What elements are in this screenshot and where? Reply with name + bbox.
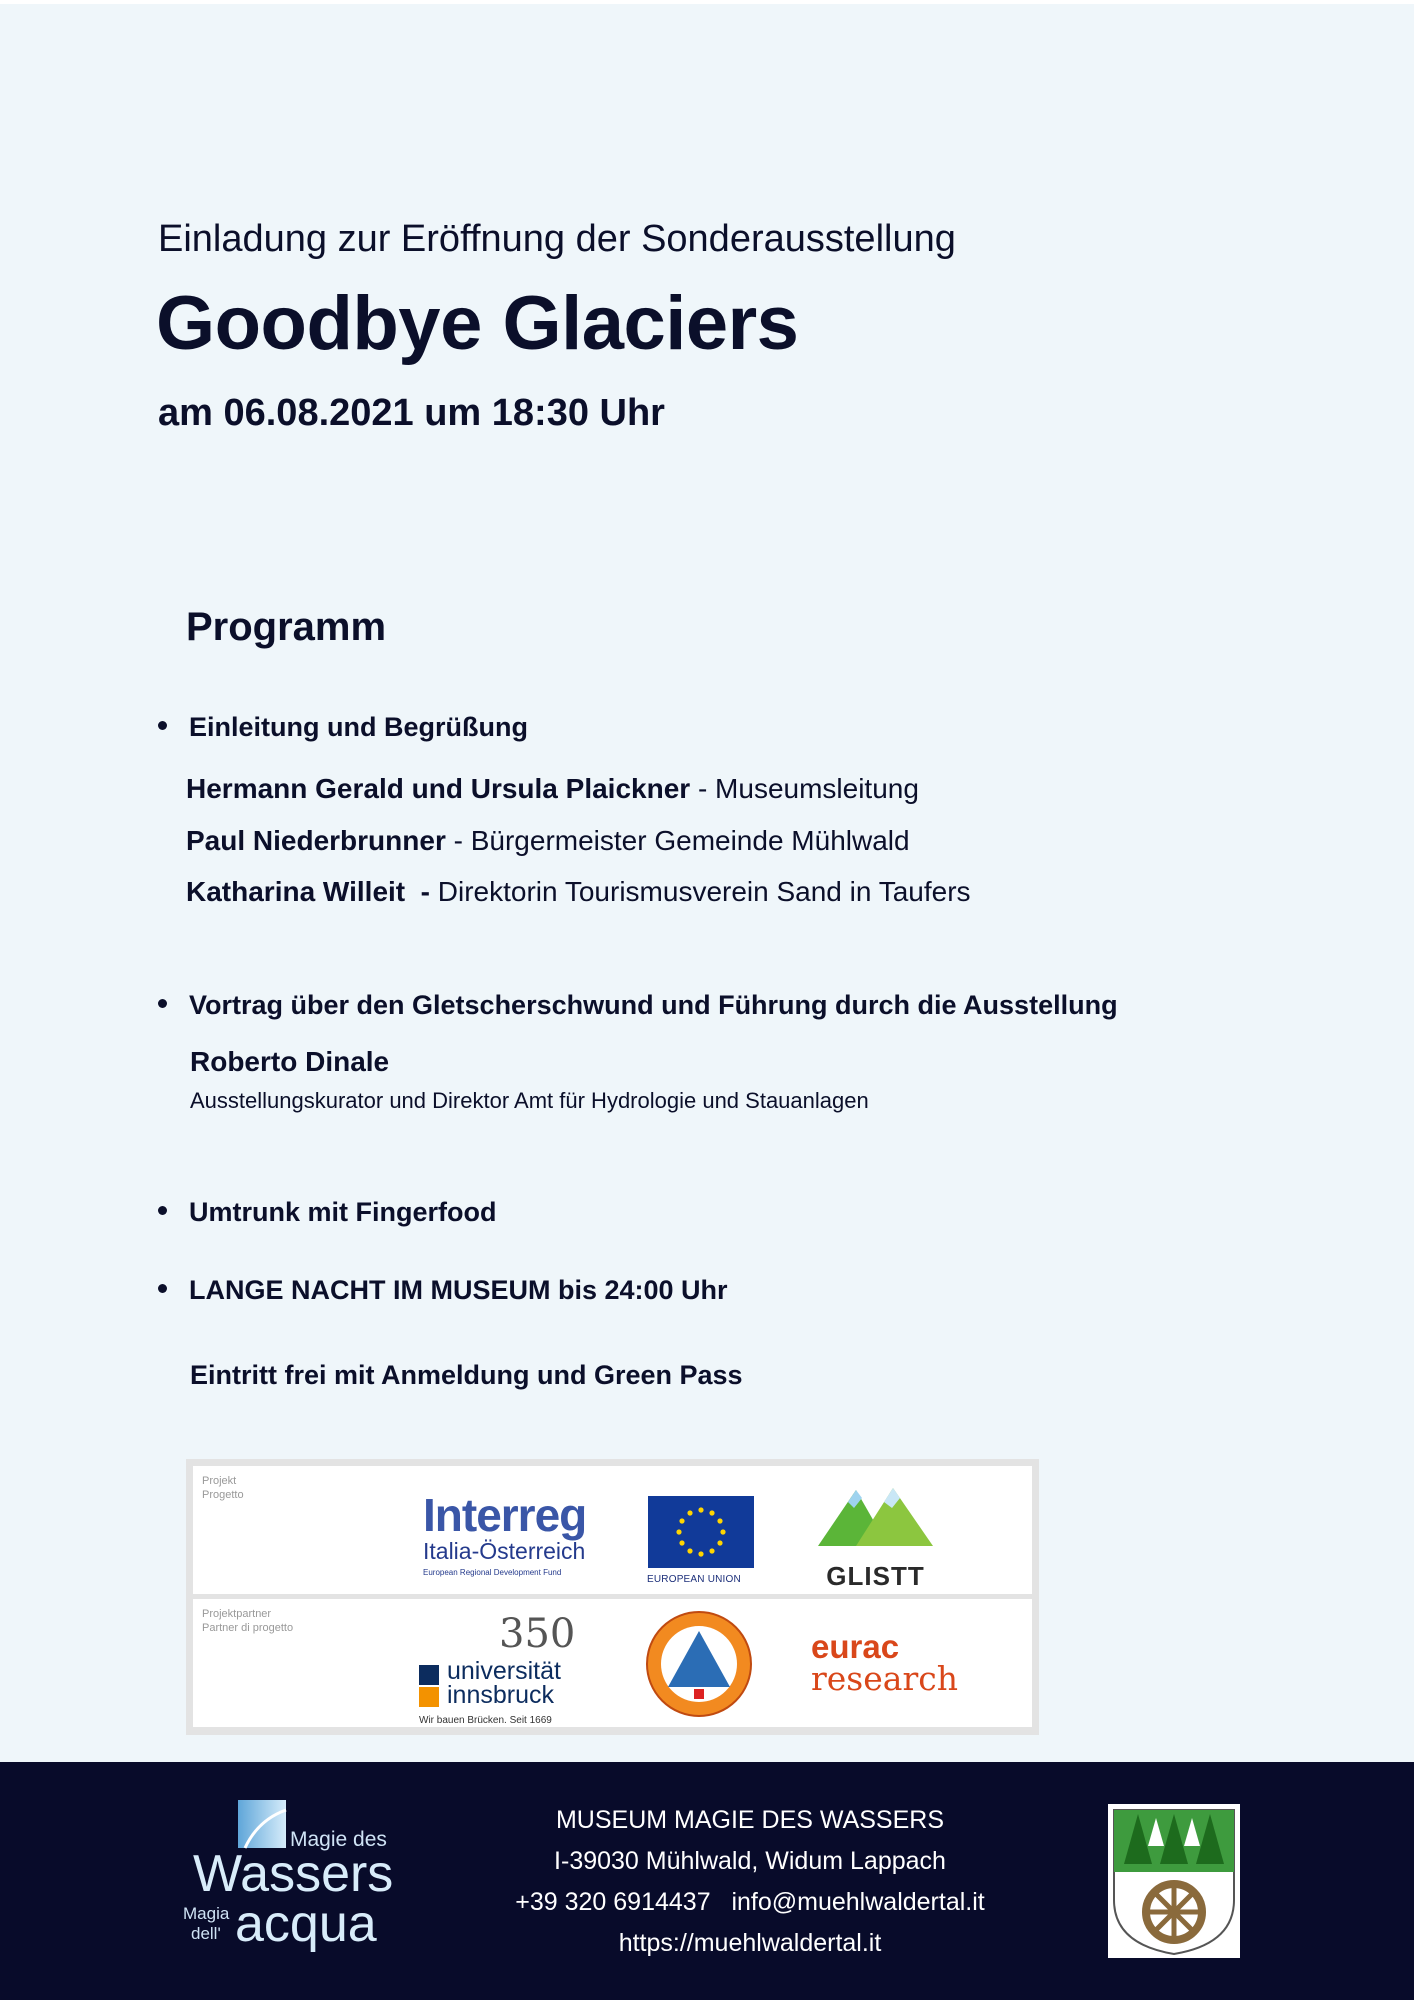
logo-line-magie: Magie des xyxy=(290,1828,387,1851)
program-item-night xyxy=(158,1275,728,1306)
bullet-icon xyxy=(158,1284,167,1293)
museum-phone-email xyxy=(440,1882,1060,1923)
uibk-square-orange xyxy=(419,1687,439,1707)
uibk-square-blue xyxy=(419,1665,439,1685)
invitation-intro: Einladung zur Eröffnung der Sonderausstellung xyxy=(158,218,956,260)
speaker-line xyxy=(186,825,910,857)
program-item-drinks xyxy=(158,1197,496,1228)
entry-note: Eintritt frei mit Anmeldung und Green Pass xyxy=(190,1360,743,1390)
bullet-icon xyxy=(158,721,167,730)
uibk-name xyxy=(447,1659,561,1707)
logo-line-magia: Magia xyxy=(183,1904,230,1923)
speaker-role: - Museumsleitung xyxy=(690,773,919,804)
speaker-role: - Bürgermeister Gemeinde Mühlwald xyxy=(445,825,910,856)
welcome-title: Einleitung und Begrüßung xyxy=(189,712,528,742)
program-item-talk xyxy=(158,990,1118,1021)
top-strip xyxy=(0,0,1414,4)
project-label-it: Progetto xyxy=(202,1489,244,1501)
bullet-icon xyxy=(158,999,167,1008)
program-item-welcome xyxy=(158,712,528,743)
museum-address: I-39030 Mühlwald, Widum Lappach xyxy=(554,1847,946,1875)
interreg-subtitle: Italia-Österreich xyxy=(423,1538,586,1564)
talk-title: Vortrag über den Gletscherschwund und Führung durch die Ausstellung xyxy=(189,990,1118,1020)
footer xyxy=(0,1762,1414,2000)
eu-flag-icon xyxy=(648,1496,754,1568)
speaker-name: Paul Niederbrunner xyxy=(186,825,446,856)
partner-logos-row xyxy=(193,1599,1032,1727)
speaker-line xyxy=(186,876,971,908)
speaker-line xyxy=(186,773,919,805)
museum-logo xyxy=(183,1800,393,1960)
exhibition-title: Goodbye Glaciers xyxy=(156,281,799,366)
talk-speaker-name: Roberto Dinale xyxy=(190,1046,390,1077)
museum-contact xyxy=(440,1800,1060,1964)
partner-label xyxy=(202,1607,293,1635)
uibk-anniversary: 350 xyxy=(499,1611,576,1657)
speaker-role: Direktorin Tourismusverein Sand in Taufers xyxy=(437,876,971,907)
museum-email[interactable]: info@muehlwaldertal.it xyxy=(731,1888,985,1916)
interreg-title: Interreg xyxy=(423,1489,587,1541)
partner-logos-panel xyxy=(186,1459,1039,1735)
interreg-logo xyxy=(423,1489,587,1577)
eurac-research: research xyxy=(811,1659,958,1698)
bullet-icon xyxy=(158,1206,167,1215)
eurac-name: eurac xyxy=(811,1628,900,1665)
partner-label-it: Partner di progetto xyxy=(202,1622,294,1634)
event-date: am 06.08.2021 um 18:30 Uhr xyxy=(158,392,665,434)
uibk-name-1: universität xyxy=(447,1657,561,1685)
municipal-crest-icon xyxy=(1108,1804,1240,1958)
logo-line-acqua: acqua xyxy=(235,1895,377,1953)
night-title: LANGE NACHT IM MUSEUM bis 24:00 Uhr xyxy=(189,1275,728,1305)
logo-line-dell: dell' xyxy=(191,1924,221,1943)
partner-label-de: Projektpartner xyxy=(202,1608,272,1620)
drinks-title: Umtrunk mit Fingerfood xyxy=(189,1197,497,1227)
speaker-name: Katharina Willeit - xyxy=(186,876,438,907)
project-logos-row xyxy=(193,1466,1032,1594)
eu-label: EUROPEAN UNION xyxy=(647,1574,741,1585)
mountain-icon xyxy=(818,1478,933,1558)
civil-protection-icon xyxy=(644,1609,754,1719)
talk-speaker-role: Ausstellungskurator und Direktor Amt für Hydrologie und Stauanlagen xyxy=(190,1088,869,1113)
glistt-text: GLISTT xyxy=(826,1561,925,1591)
interreg-fund: European Regional Development Fund xyxy=(423,1568,562,1577)
logo-line-wassers: Wassers xyxy=(193,1845,394,1903)
project-label xyxy=(202,1474,244,1502)
museum-phone: +39 320 6914437 xyxy=(515,1888,711,1916)
speaker-name: Hermann Gerald und Ursula Plaickner xyxy=(186,773,691,804)
eurac-logo xyxy=(811,1628,958,1698)
uibk-name-2: innsbruck xyxy=(447,1681,554,1709)
uibk-claim: Wir bauen Brücken. Seit 1669 xyxy=(419,1715,552,1726)
glistt-logo xyxy=(818,1478,933,1592)
program-heading: Programm xyxy=(186,605,387,649)
museum-name: MUSEUM MAGIE DES WASSERS xyxy=(555,1806,944,1834)
museum-website[interactable]: https://muehlwaldertal.it xyxy=(618,1929,882,1957)
project-label-de: Projekt xyxy=(202,1475,237,1487)
